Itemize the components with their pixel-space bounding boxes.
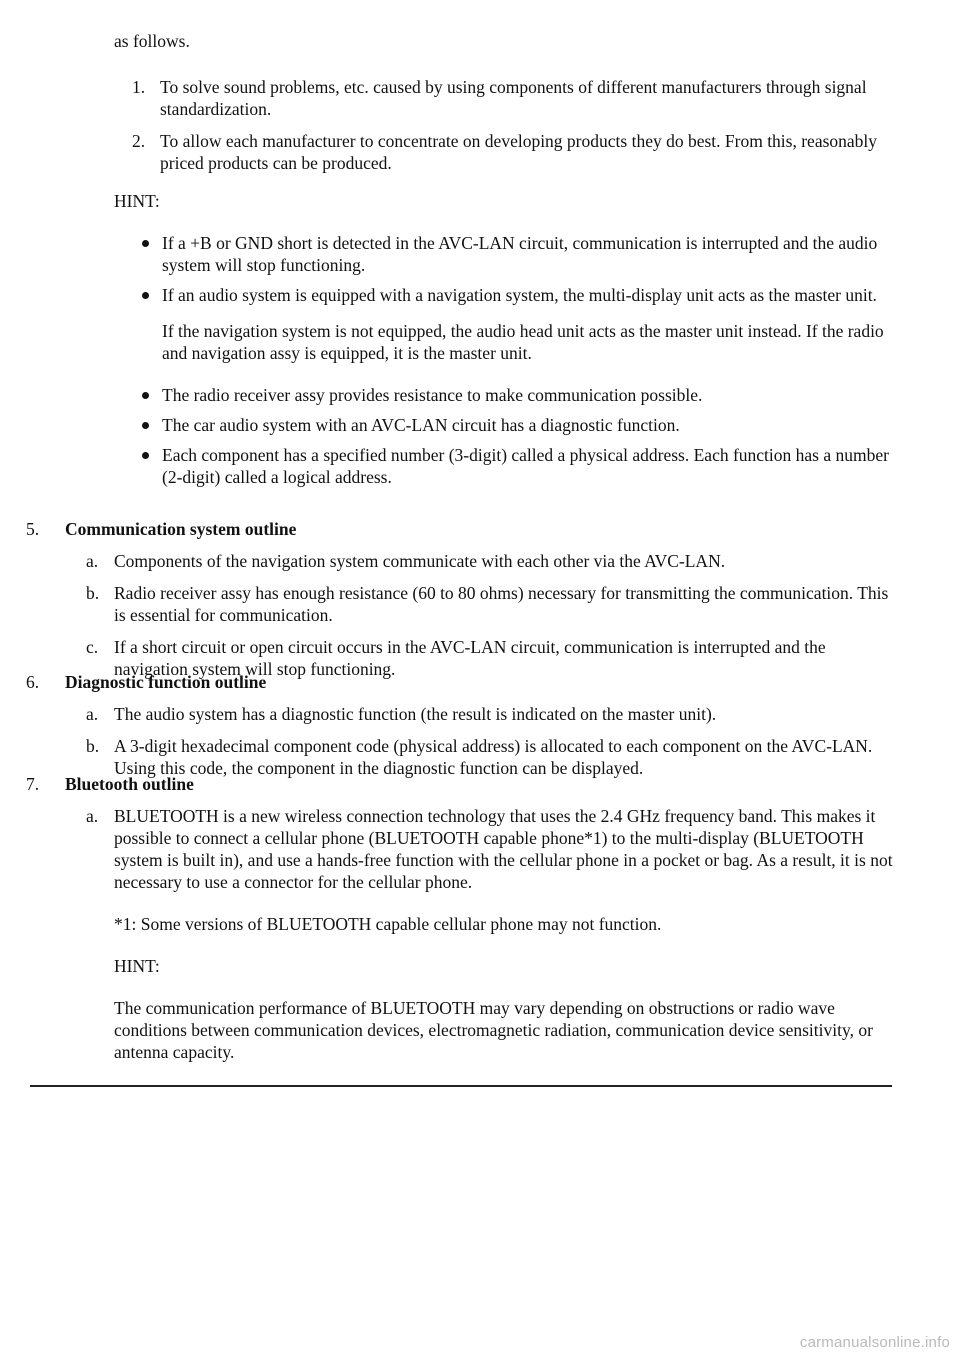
section-number: 5. <box>26 519 40 539</box>
hint-label: HINT: <box>114 191 160 211</box>
bullet-dot-icon <box>142 392 149 399</box>
list-item-number: 2. <box>132 131 146 151</box>
sub-item-text: BLUETOOTH is a new wireless connection technology that uses the 2.4 GHz frequency band. This makes it possible to connect a cellular phone (BLUETOOTH capable phone*1) to the multi-display (BLUETOOTH system is built in), and use a hands-free function with the cellular phone in a pocket or bag. As a result, it is not necessary to use a connector for the cellular phone. <box>114 806 893 892</box>
section-title: Communication system outline <box>65 519 297 539</box>
section-bluetooth <box>26 773 906 1063</box>
numbered-list <box>114 76 904 184</box>
list-item-text: To allow each manufacturer to concentrate on developing products they do best. From this, reasonably priced products can be produced. <box>160 131 878 173</box>
section-heading <box>26 671 906 693</box>
sub-item-text: The audio system has a diagnostic function (the result is indicated on the master unit). <box>114 704 717 724</box>
bullet-dot-icon <box>142 292 149 299</box>
section-title: Bluetooth outline <box>65 774 194 794</box>
bullet-dot-icon <box>142 452 149 459</box>
sub-item-text: A 3-digit hexadecimal component code (physical address) is allocated to each component on the AVC-LAN. Using this code, the component in the diagnostic function can be displayed. <box>114 736 873 778</box>
intro-text: as follows. <box>114 31 190 51</box>
sub-item-letter: a. <box>86 806 99 826</box>
list-item <box>114 130 904 174</box>
section-diagnostic-function <box>26 671 906 779</box>
sub-item-letter: b. <box>86 583 100 603</box>
sub-item-text: Components of the navigation system communicate with each other via the AVC-LAN. <box>114 551 726 571</box>
bullet-dot-icon <box>142 422 149 429</box>
hint-text: The communication performance of BLUETOOTH may vary depending on obstructions or radio wave conditions between communication devices, electromagnetic radiation, communication device sensitivity, or antenna capacity. <box>114 998 873 1062</box>
bullet-item <box>140 384 900 406</box>
section-number: 7. <box>26 774 40 794</box>
bullet-text: If an audio system is equipped with a navigation system, the multi-display unit acts as the master unit. <box>162 285 877 305</box>
sub-item-letter: c. <box>86 637 99 657</box>
horizontal-rule <box>30 1085 892 1087</box>
section-number: 6. <box>26 672 40 692</box>
sub-item <box>26 805 894 893</box>
bullet-item <box>140 414 900 436</box>
section-communication-system <box>26 518 906 680</box>
sub-item-text: If a short circuit or open circuit occurs in the AVC-LAN circuit, communication is interrupted and the navigation system will stop functioning. <box>114 637 826 679</box>
sub-item-letter: a. <box>86 704 99 724</box>
sub-item <box>26 550 894 572</box>
list-item-text: To solve sound problems, etc. caused by using components of different manufacturers through signal standardization. <box>160 77 867 119</box>
hint-bullet-list <box>140 232 900 488</box>
bullet-item <box>140 444 900 488</box>
section-heading <box>26 518 906 540</box>
bullet-text: If a +B or GND short is detected in the AVC-LAN circuit, communication is interrupted and the audio system will stop functioning. <box>162 233 878 275</box>
bullet-subparagraph: If the navigation system is not equipped, the audio head unit acts as the master unit instead. If the radio and navigation assy is equipped, it is the master unit. <box>162 321 884 363</box>
sub-item-letter: a. <box>86 551 99 571</box>
list-item <box>114 76 904 120</box>
sub-item-text: Radio receiver assy has enough resistance (60 to 80 ohms) necessary for transmitting the communication. This is essential for communication. <box>114 583 889 625</box>
footnote-text: *1: Some versions of BLUETOOTH capable cellular phone may not function. <box>114 914 662 934</box>
sub-item <box>26 703 894 725</box>
list-item-number: 1. <box>132 77 146 97</box>
section-heading <box>26 773 906 795</box>
sub-item-letter: b. <box>86 736 100 756</box>
bullet-text: Each component has a specified number (3-digit) called a physical address. Each function has a number (2-digit) called a logical address. <box>162 445 889 487</box>
bullet-dot-icon <box>142 240 149 247</box>
bullet-text: The car audio system with an AVC-LAN circuit has a diagnostic function. <box>162 415 680 435</box>
bullet-item <box>140 232 900 276</box>
section-title: Diagnostic function outline <box>65 672 267 692</box>
sub-item <box>26 582 894 626</box>
hint-label: HINT: <box>114 956 160 976</box>
watermark: carmanualsonline.info <box>799 1334 950 1351</box>
bullet-item <box>140 284 900 364</box>
bullet-text: The radio receiver assy provides resistance to make communication possible. <box>162 385 703 405</box>
